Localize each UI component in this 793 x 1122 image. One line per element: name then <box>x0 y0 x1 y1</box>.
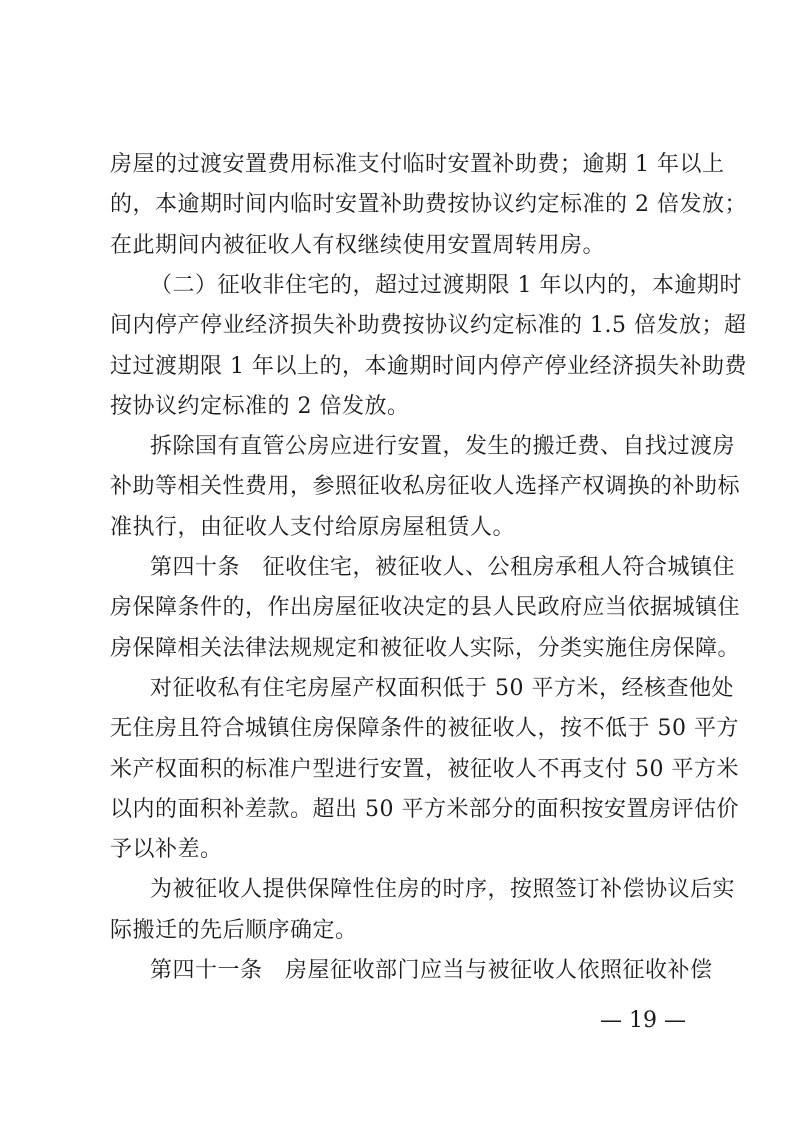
text-line: 的，本逾期时间内临时安置补助费按协议约定标准的 2 倍发放； <box>110 192 747 218</box>
text-line: 际搬迁的先后顺序确定。 <box>110 917 358 943</box>
paragraph-start-line: 为被征收人提供保障性住房的时序，按照签订补偿协议后实 <box>150 877 736 903</box>
text-line: 间内停产停业经济损失补助费按协议约定标准的 1.5 倍发放；超 <box>110 313 747 339</box>
text-line: 房保障相关法律法规规定和被征收人实际，分类实施住房保障。 <box>110 635 741 661</box>
text-line: 在此期间内被征收人有权继续使用安置周转用房。 <box>110 232 606 258</box>
text-line: 房保障条件的，作出房屋征收决定的县人民政府应当依据城镇住 <box>110 595 741 621</box>
text-line: 无住房且符合城镇住房保障条件的被征收人，按不低于 50 平方 <box>110 716 739 742</box>
page-number: — 19 — <box>600 1008 686 1033</box>
paragraph-start-line: 对征收私有住宅房屋产权面积低于 50 平方米，经核查他处 <box>150 675 734 701</box>
text-line: 补助等相关性费用，参照征收私房征收人选择产权调换的补助标 <box>110 474 741 500</box>
article-forty-one-heading-line: 第四十一条 房屋征收部门应当与被征收人依照征收补偿 <box>150 958 713 983</box>
text-line: 按协议约定标准的 2 倍发放。 <box>110 393 410 419</box>
text-line: 过过渡期限 1 年以上的，本逾期时间内停产停业经济损失补助费 <box>110 353 747 379</box>
text-line: 房屋的过渡安置费用标准支付临时安置补助费；逾期 1 年以上 <box>110 152 725 177</box>
paragraph-start-line: （二）征收非住宅的，超过过渡期限 1 年以内的，本逾期时 <box>150 272 742 298</box>
text-line: 予以补差。 <box>110 837 223 863</box>
text-line: 准执行，由征收人支付给原房屋租赁人。 <box>110 514 516 540</box>
article-forty-heading-line: 第四十条 征收住宅，被征收人、公租房承租人符合城镇住 <box>150 555 736 580</box>
text-line: 以内的面积补差款。超出 50 平方米部分的面积按安置房评估价 <box>110 796 739 822</box>
paragraph-start-line: 拆除国有直管公房应进行安置，发生的搬迁费、自找过渡房 <box>150 434 736 460</box>
text-line: 米产权面积的标准户型进行安置，被征收人不再支付 50 平方米 <box>110 756 739 782</box>
